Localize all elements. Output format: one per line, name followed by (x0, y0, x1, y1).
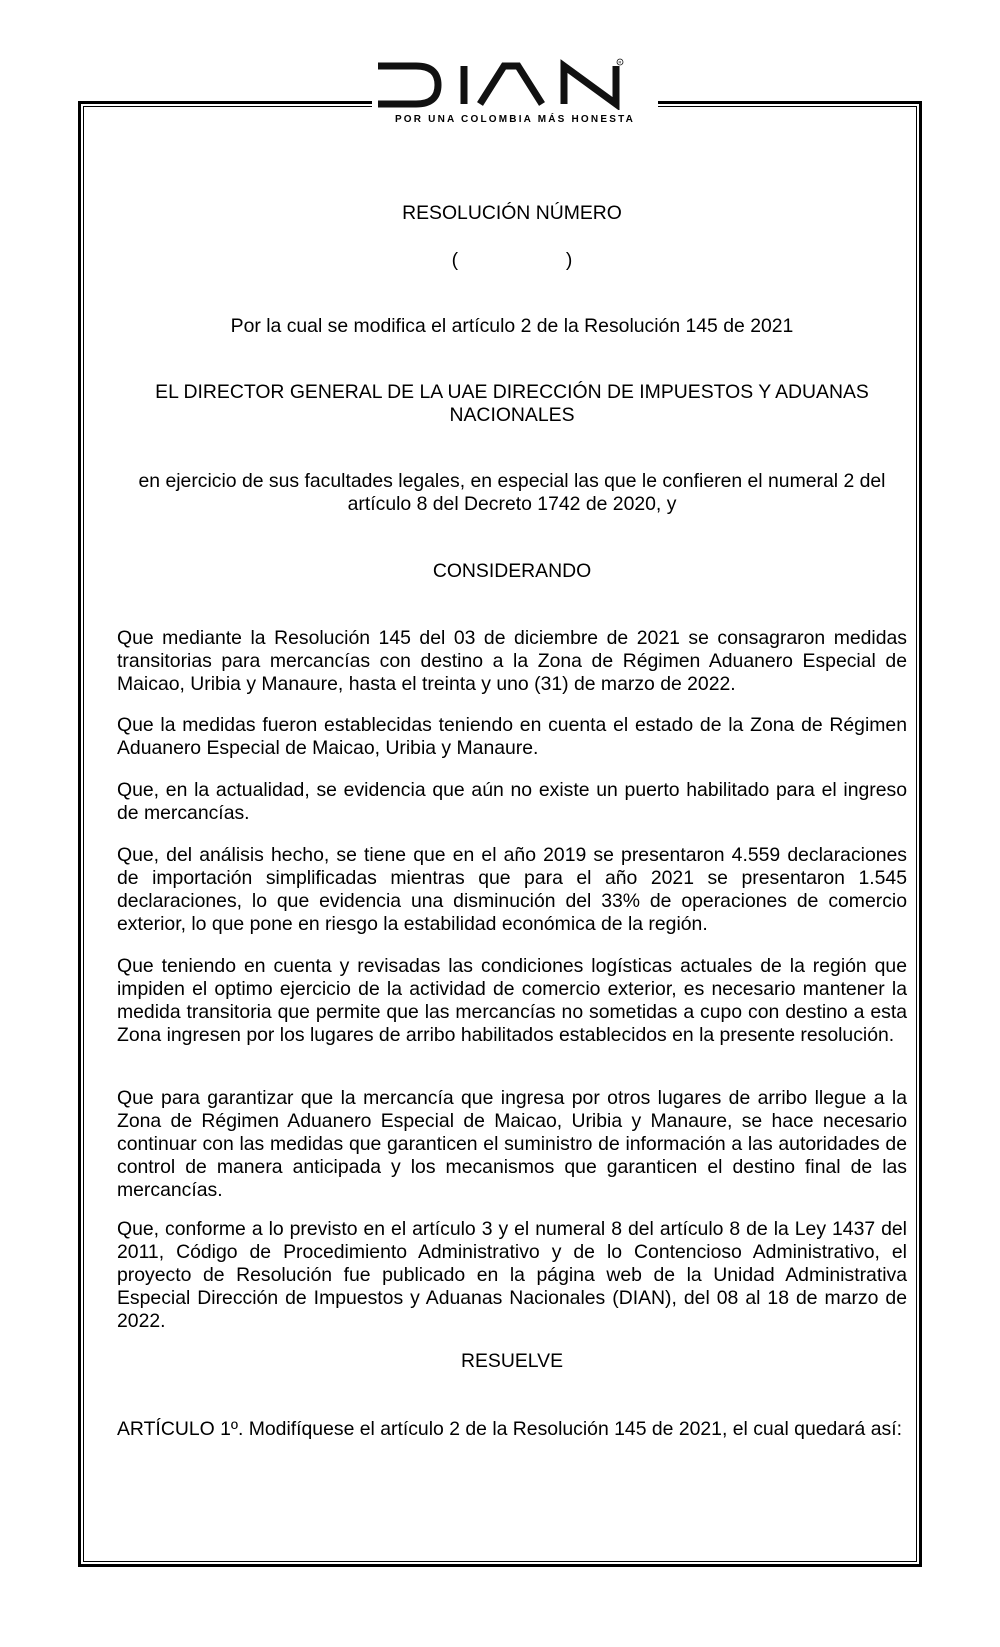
svg-text:R: R (618, 59, 622, 65)
article-1: ARTÍCULO 1º. Modifíquese el artículo 2 de la Resolución 145 de 2021, el cual quedará así: (117, 1418, 902, 1440)
consideration-paragraph: Que mediante la Resolución 145 del 03 de diciembre de 2021 se consagraron medidas transitorias para mercancías con destino a la Zona de Régimen Aduanero Especial de Maicao, Uribia y Manaure, hasta el treinta y uno (31) de marzo de 2022. (117, 627, 907, 695)
resolution-title: RESOLUCIÓN NÚMERO (402, 202, 622, 224)
resolves-heading: RESUELVE (460, 1350, 564, 1372)
dian-wordmark-icon (372, 58, 658, 110)
issuer-heading: EL DIRECTOR GENERAL DE LA UAE DIRECCIÓN DE IMPUESTOS Y ADUANAS NACIONALES (155, 381, 869, 426)
consideration-paragraph: Que, del análisis hecho, se tiene que en el año 2019 se presentaron 4.559 declaraciones de importación simplificadas mientras que para el año 2021 se presentaron 1.545 declaraciones, lo que evidencia una disminución del 33% de operaciones de comercio exterior, lo que pone en riesgo la estabilidad económica de la región. (117, 844, 907, 935)
dian-logo (372, 58, 658, 134)
legal-powers: en ejercicio de sus facultades legales, en especial las que le confieren el numeral 2 del artículo 8 del Decreto 1742 de 2020, y (138, 470, 886, 515)
consideration-paragraph: Que para garantizar que la mercancía que ingresa por otros lugares de arribo llegue a la Zona de Régimen Aduanero Especial de Maicao, Uribia y Manaure, se hace necesario continuar con las medidas que garanticen el suministro de información a las autoridades de control de manera anticipada y los mecanismos que garanticen el destino final de las mercancías. (117, 1087, 907, 1201)
consideration-paragraph: Que, conforme a lo previsto en el artículo 3 y el numeral 8 del artículo 8 de la Ley 1437 del 2011, Código de Procedimiento Administrativo y de lo Contencioso Administrativo, el proyecto de Resolución fue publicado en la página web de la Unidad Administrativa Especial Dirección de Impuestos y Aduanas Nacionales (DIAN), del 08 al 18 de marzo de 2022. (117, 1218, 907, 1332)
resolution-subject: Por la cual se modifica el artículo 2 de la Resolución 145 de 2021 (230, 315, 794, 337)
consideration-paragraph: Que la medidas fueron establecidas teniendo en cuenta el estado de la Zona de Régimen Aduanero Especial de Maicao, Uribia y Manaure. (117, 714, 907, 759)
consideration-paragraph: Que, en la actualidad, se evidencia que aún no existe un puerto habilitado para el ingreso de mercancías. (117, 779, 907, 824)
consideration-paragraph: Que teniendo en cuenta y revisadas las condiciones logísticas actuales de la región que impiden el optimo ejercicio de la actividad de comercio exterior, es necesario mantener la medida transitoria que permite que las mercancías no sometidas a cupo con destino a esta Zona ingresen por los lugares de arribo habilitados establecidos en la presente resolución. (117, 955, 907, 1046)
considering-heading: CONSIDERANDO (432, 560, 592, 582)
logo-tagline: POR UNA COLOMBIA MÁS HONESTA (394, 114, 636, 125)
resolution-number-placeholder: ( ) (451, 249, 573, 271)
